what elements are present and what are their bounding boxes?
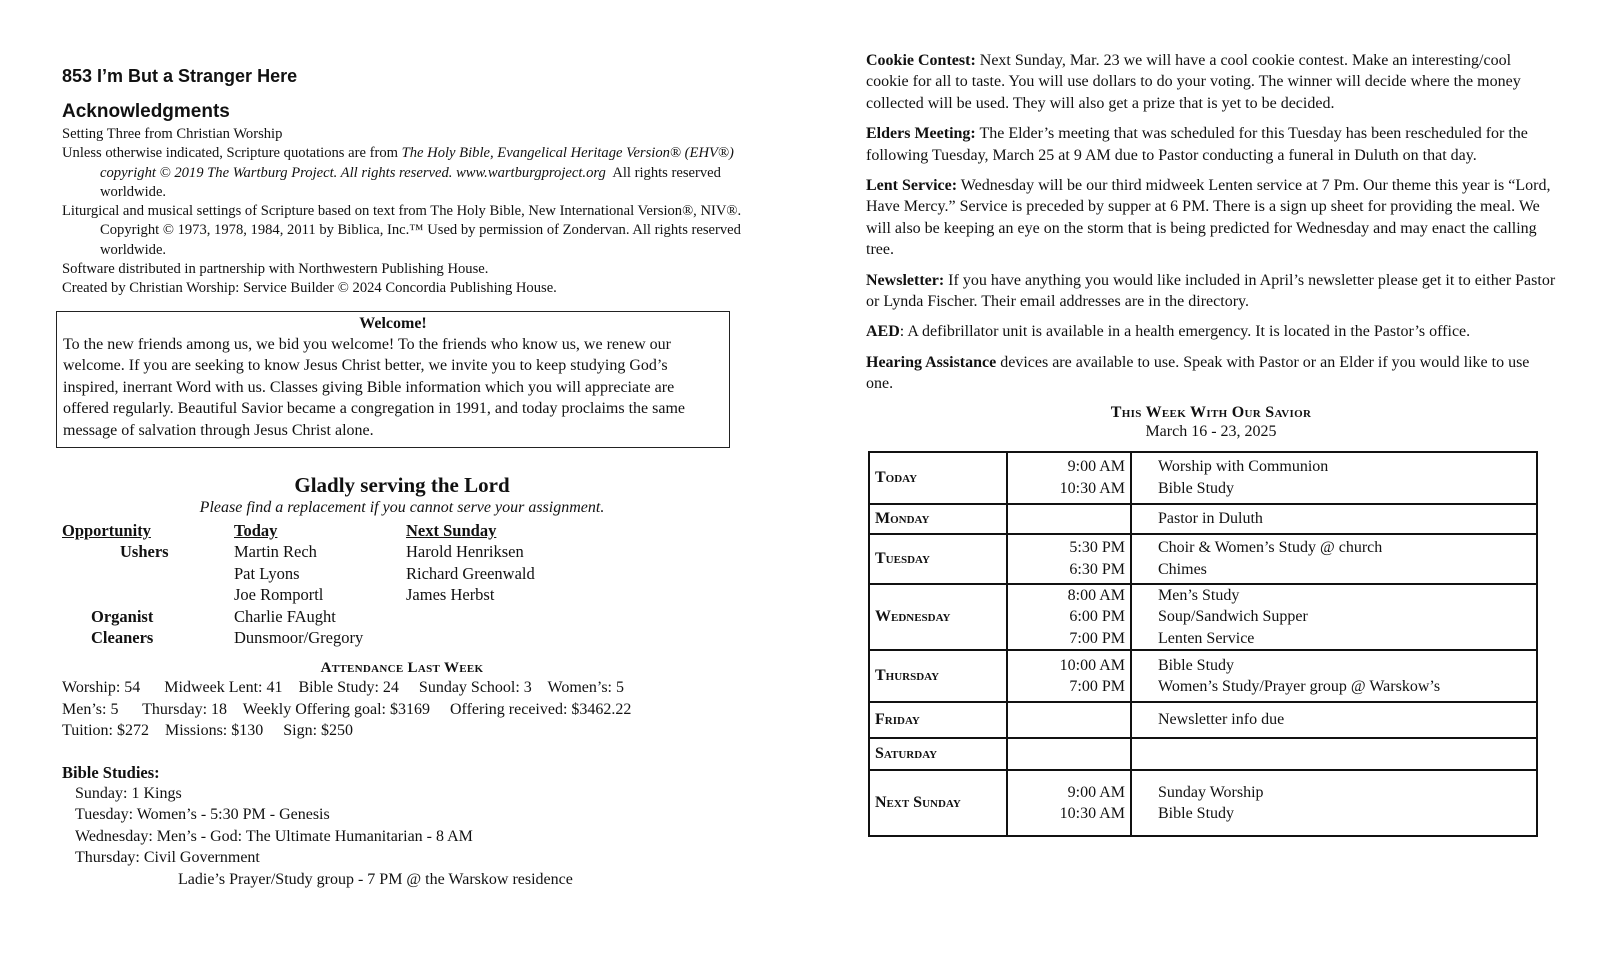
- bible-study-item: Wednesday: Men’s - God: The Ultimate Humanitarian - 8 AM: [75, 827, 473, 845]
- week-dates: March 16 - 23, 2025: [1145, 422, 1277, 440]
- schedule-event: Bible Study: [1158, 656, 1235, 674]
- schedule-day: Today: [869, 452, 1007, 504]
- ushers-label: Ushers: [120, 542, 169, 562]
- cleaners-label: Cleaners: [91, 628, 154, 648]
- announcement-newsletter: [866, 270, 1556, 313]
- schedule-times: [1007, 452, 1131, 504]
- usher-next: James Herbst: [406, 585, 495, 605]
- bible-study-item: Thursday: Civil Government: [75, 849, 260, 867]
- organist-today: Charlie FAught: [234, 606, 336, 626]
- schedule-day: Thursday: [869, 650, 1007, 702]
- serving-section: [62, 472, 742, 890]
- schedule-event: Pastor in Duluth: [1158, 509, 1263, 527]
- announcement-cookie: [866, 50, 1556, 114]
- schedule-times: [1007, 770, 1131, 836]
- schedule-event: Women’s Study/Prayer group @ Warskow’s: [1158, 677, 1441, 695]
- usher-today: Pat Lyons: [234, 563, 300, 583]
- schedule-event: Bible Study: [1158, 479, 1235, 497]
- schedule-day: Monday: [869, 504, 1007, 534]
- schedule-time: 9:00 AM: [1067, 783, 1125, 801]
- announcement-aed: [866, 321, 1556, 342]
- header-next-sunday: Next Sunday: [406, 521, 497, 540]
- attendance-row: Tuition: $272 Missions: $130 Sign: $250: [62, 722, 354, 740]
- schedule-event: Choir & Women’s Study @ church: [1158, 539, 1383, 557]
- serving-title: Gladly serving the Lord: [294, 473, 510, 497]
- schedule-events: [1131, 534, 1537, 584]
- schedule-time: 6:00 PM: [1069, 608, 1125, 626]
- schedule-events: [1131, 650, 1537, 702]
- schedule-times: [1007, 504, 1131, 534]
- schedule-row: [869, 702, 1537, 738]
- ack-scripture-url: www.wartburgproject.org: [456, 164, 606, 181]
- week-title: This Week With Our Savior: [1110, 403, 1312, 421]
- usher-today: Joe Romportl: [234, 585, 324, 605]
- announcement-label: Newsletter:: [866, 271, 945, 289]
- ack-scripture-prefix: Unless otherwise indicated, Scripture quotations are from: [62, 145, 402, 162]
- announcement-label: Cookie Contest:: [866, 52, 976, 69]
- schedule-event: Sunday Worship: [1158, 783, 1264, 801]
- welcome-text: To the new friends among us, we bid you welcome! To the friends who know us, we renew our welcome. If you are seeking to know Jesus Christ better, we invite you to keep studying God’s inspired, inerrant Word with us. Classes giving Bible information which you will appreciate are offered regularly. Beautiful Savior became a congregation in 1991, and today proclaims the same message of salvation through Jesus Christ alone.: [63, 336, 686, 439]
- welcome-title: Welcome!: [359, 315, 427, 332]
- schedule-times: [1007, 584, 1131, 650]
- right-column: [866, 50, 1556, 837]
- announcement-text: : A defibrillator unit is available in a health emergency. It is located in the Pastor’s office.: [899, 323, 1471, 341]
- bible-studies-title: Bible Studies:: [62, 762, 160, 782]
- ack-setting: Setting Three from Christian Worship: [62, 126, 283, 142]
- schedule-times: [1007, 702, 1131, 738]
- announcement-hearing: [866, 352, 1556, 395]
- announcement-label: AED: [866, 323, 900, 341]
- schedule-row: [869, 738, 1537, 770]
- schedule-day: Tuesday: [869, 534, 1007, 584]
- usher-next: Harold Henriksen: [406, 542, 524, 562]
- ack-software: Software distributed in partnership with Northwestern Publishing House.: [62, 261, 489, 278]
- schedule-row: [869, 452, 1537, 504]
- schedule-time: 10:00 AM: [1059, 656, 1125, 674]
- schedule-events: [1131, 504, 1537, 534]
- bible-study-item: Tuesday: Women’s - 5:30 PM - Genesis: [75, 806, 330, 824]
- schedule-event: Soup/Sandwich Supper: [1158, 608, 1308, 626]
- hymn-title: 853 I’m But a Stranger Here: [62, 66, 298, 86]
- schedule-event: Newsletter info due: [1158, 711, 1285, 729]
- schedule-event: Men’s Study: [1158, 586, 1240, 604]
- schedule-event: Lenten Service: [1158, 629, 1255, 647]
- acknowledgments-title: Acknowledgments: [62, 101, 230, 122]
- schedule-day: Friday: [869, 702, 1007, 738]
- schedule-events: [1131, 584, 1537, 650]
- schedule-event: Worship with Communion: [1158, 458, 1329, 476]
- ack-scripture-italic: The Holy Bible, Evangelical Heritage Version® (EHV®) copyright © 2019 The Wartburg Project. All rights reserved.: [100, 145, 734, 181]
- announcement-text: The Elder’s meeting that was scheduled for this Tuesday has been rescheduled for the following Tuesday, March 25 at 9 AM due to Pastor conducting a funeral in Duluth on that day.: [866, 125, 1528, 164]
- announcement-label: Elders Meeting:: [866, 125, 976, 143]
- cleaners-today: Dunsmoor/Gregory: [234, 628, 364, 648]
- ack-scripture-suffix: All rights reserved worldwide.: [100, 164, 721, 200]
- schedule-row: [869, 584, 1537, 650]
- ack-liturgical: Liturgical and musical settings of Scripture based on text from The Holy Bible, New International Version®, NIV®. Copyright © 1973, 1978, 1984, 2011 by Biblica, Inc.™ Used by permission of Zondervan. All rights reserved worldwide.: [62, 203, 742, 258]
- ack-created: Created by Christian Worship: Service Builder © 2024 Concordia Publishing House.: [62, 280, 557, 297]
- serving-subtitle: Please find a replacement if you cannot serve your assignment.: [199, 499, 605, 516]
- schedule-events: [1131, 738, 1537, 770]
- organist-label: Organist: [91, 606, 154, 626]
- announcement-label: Hearing Assistance: [866, 353, 997, 371]
- schedule-day: Saturday: [869, 738, 1007, 770]
- schedule-row: [869, 650, 1537, 702]
- schedule-event: Chimes: [1158, 560, 1207, 578]
- left-column: [62, 62, 752, 299]
- bible-study-item: Sunday: 1 Kings: [75, 785, 182, 803]
- schedule-times: [1007, 650, 1131, 702]
- announcement-text: If you have anything you would like included in April’s newsletter please get it to either Pastor or Lynda Fischer. Their email addresses are in the directory.: [866, 271, 1556, 311]
- serving-grid: [62, 520, 742, 648]
- schedule-time: 9:00 AM: [1067, 458, 1125, 476]
- announcement-text: Wednesday will be our third midweek Lenten service at 7 Pm. Our theme this year is “Lord, Have Mercy.” Service is preceded by supper at 6 PM. There is a sign up sheet for providing the meal. We will also be keeping an eye on the storm that is being predicted for Wednesday and may enact the calling tree.: [866, 177, 1551, 259]
- announcement-lent: [866, 175, 1556, 261]
- welcome-box: [56, 311, 730, 448]
- schedule-times: [1007, 534, 1131, 584]
- attendance-row: Men’s: 5 Thursday: 18 Weekly Offering goal: $3169 Offering received: $3462.22: [62, 700, 632, 718]
- header-today: Today: [234, 521, 278, 540]
- schedule-time: 5:30 PM: [1069, 539, 1125, 557]
- attendance-row: Worship: 54 Midweek Lent: 41 Bible Study: 24 Sunday School: 3 Women’s: 5: [62, 679, 624, 697]
- announcement-elders: [866, 123, 1556, 166]
- schedule-time: 8:00 AM: [1067, 586, 1125, 604]
- announcement-text: devices are available to use. Speak with Pastor or an Elder if you would like to use one.: [866, 353, 1530, 393]
- schedule-time: 6:30 PM: [1069, 560, 1125, 578]
- schedule-event: Bible Study: [1158, 804, 1235, 822]
- schedule-events: [1131, 452, 1537, 504]
- schedule-time: 7:00 PM: [1069, 629, 1125, 647]
- schedule-row: [869, 534, 1537, 584]
- usher-next: Richard Greenwald: [406, 563, 535, 583]
- schedule-times: [1007, 738, 1131, 770]
- schedule-day: Wednesday: [869, 584, 1007, 650]
- announcement-label: Lent Service:: [866, 177, 958, 195]
- schedule-events: [1131, 702, 1537, 738]
- announcement-text: Next Sunday, Mar. 23 we will have a cool cookie contest. Make an interesting/cool cookie for all to taste. You will use dollars to do your voting. The winner will decide where the money collected will be used. They will also get a prize that is yet to be decided.: [866, 52, 1521, 112]
- acknowledgments: [62, 101, 752, 299]
- usher-today: Martin Rech: [234, 542, 317, 562]
- schedule-day: Next Sunday: [869, 770, 1007, 836]
- schedule-row: [869, 770, 1537, 836]
- schedule-time: 10:30 AM: [1059, 804, 1125, 822]
- schedule-time: 10:30 AM: [1059, 479, 1125, 497]
- schedule-events: [1131, 770, 1537, 836]
- attendance-title: Attendance Last Week: [320, 660, 484, 677]
- header-opportunity: Opportunity: [62, 521, 151, 540]
- week-schedule-table: [868, 451, 1538, 837]
- ack-scripture: [62, 144, 752, 202]
- bible-study-item: Ladie’s Prayer/Study group - 7 PM @ the Warskow residence: [178, 870, 573, 888]
- schedule-row: [869, 504, 1537, 534]
- schedule-time: 7:00 PM: [1069, 677, 1125, 695]
